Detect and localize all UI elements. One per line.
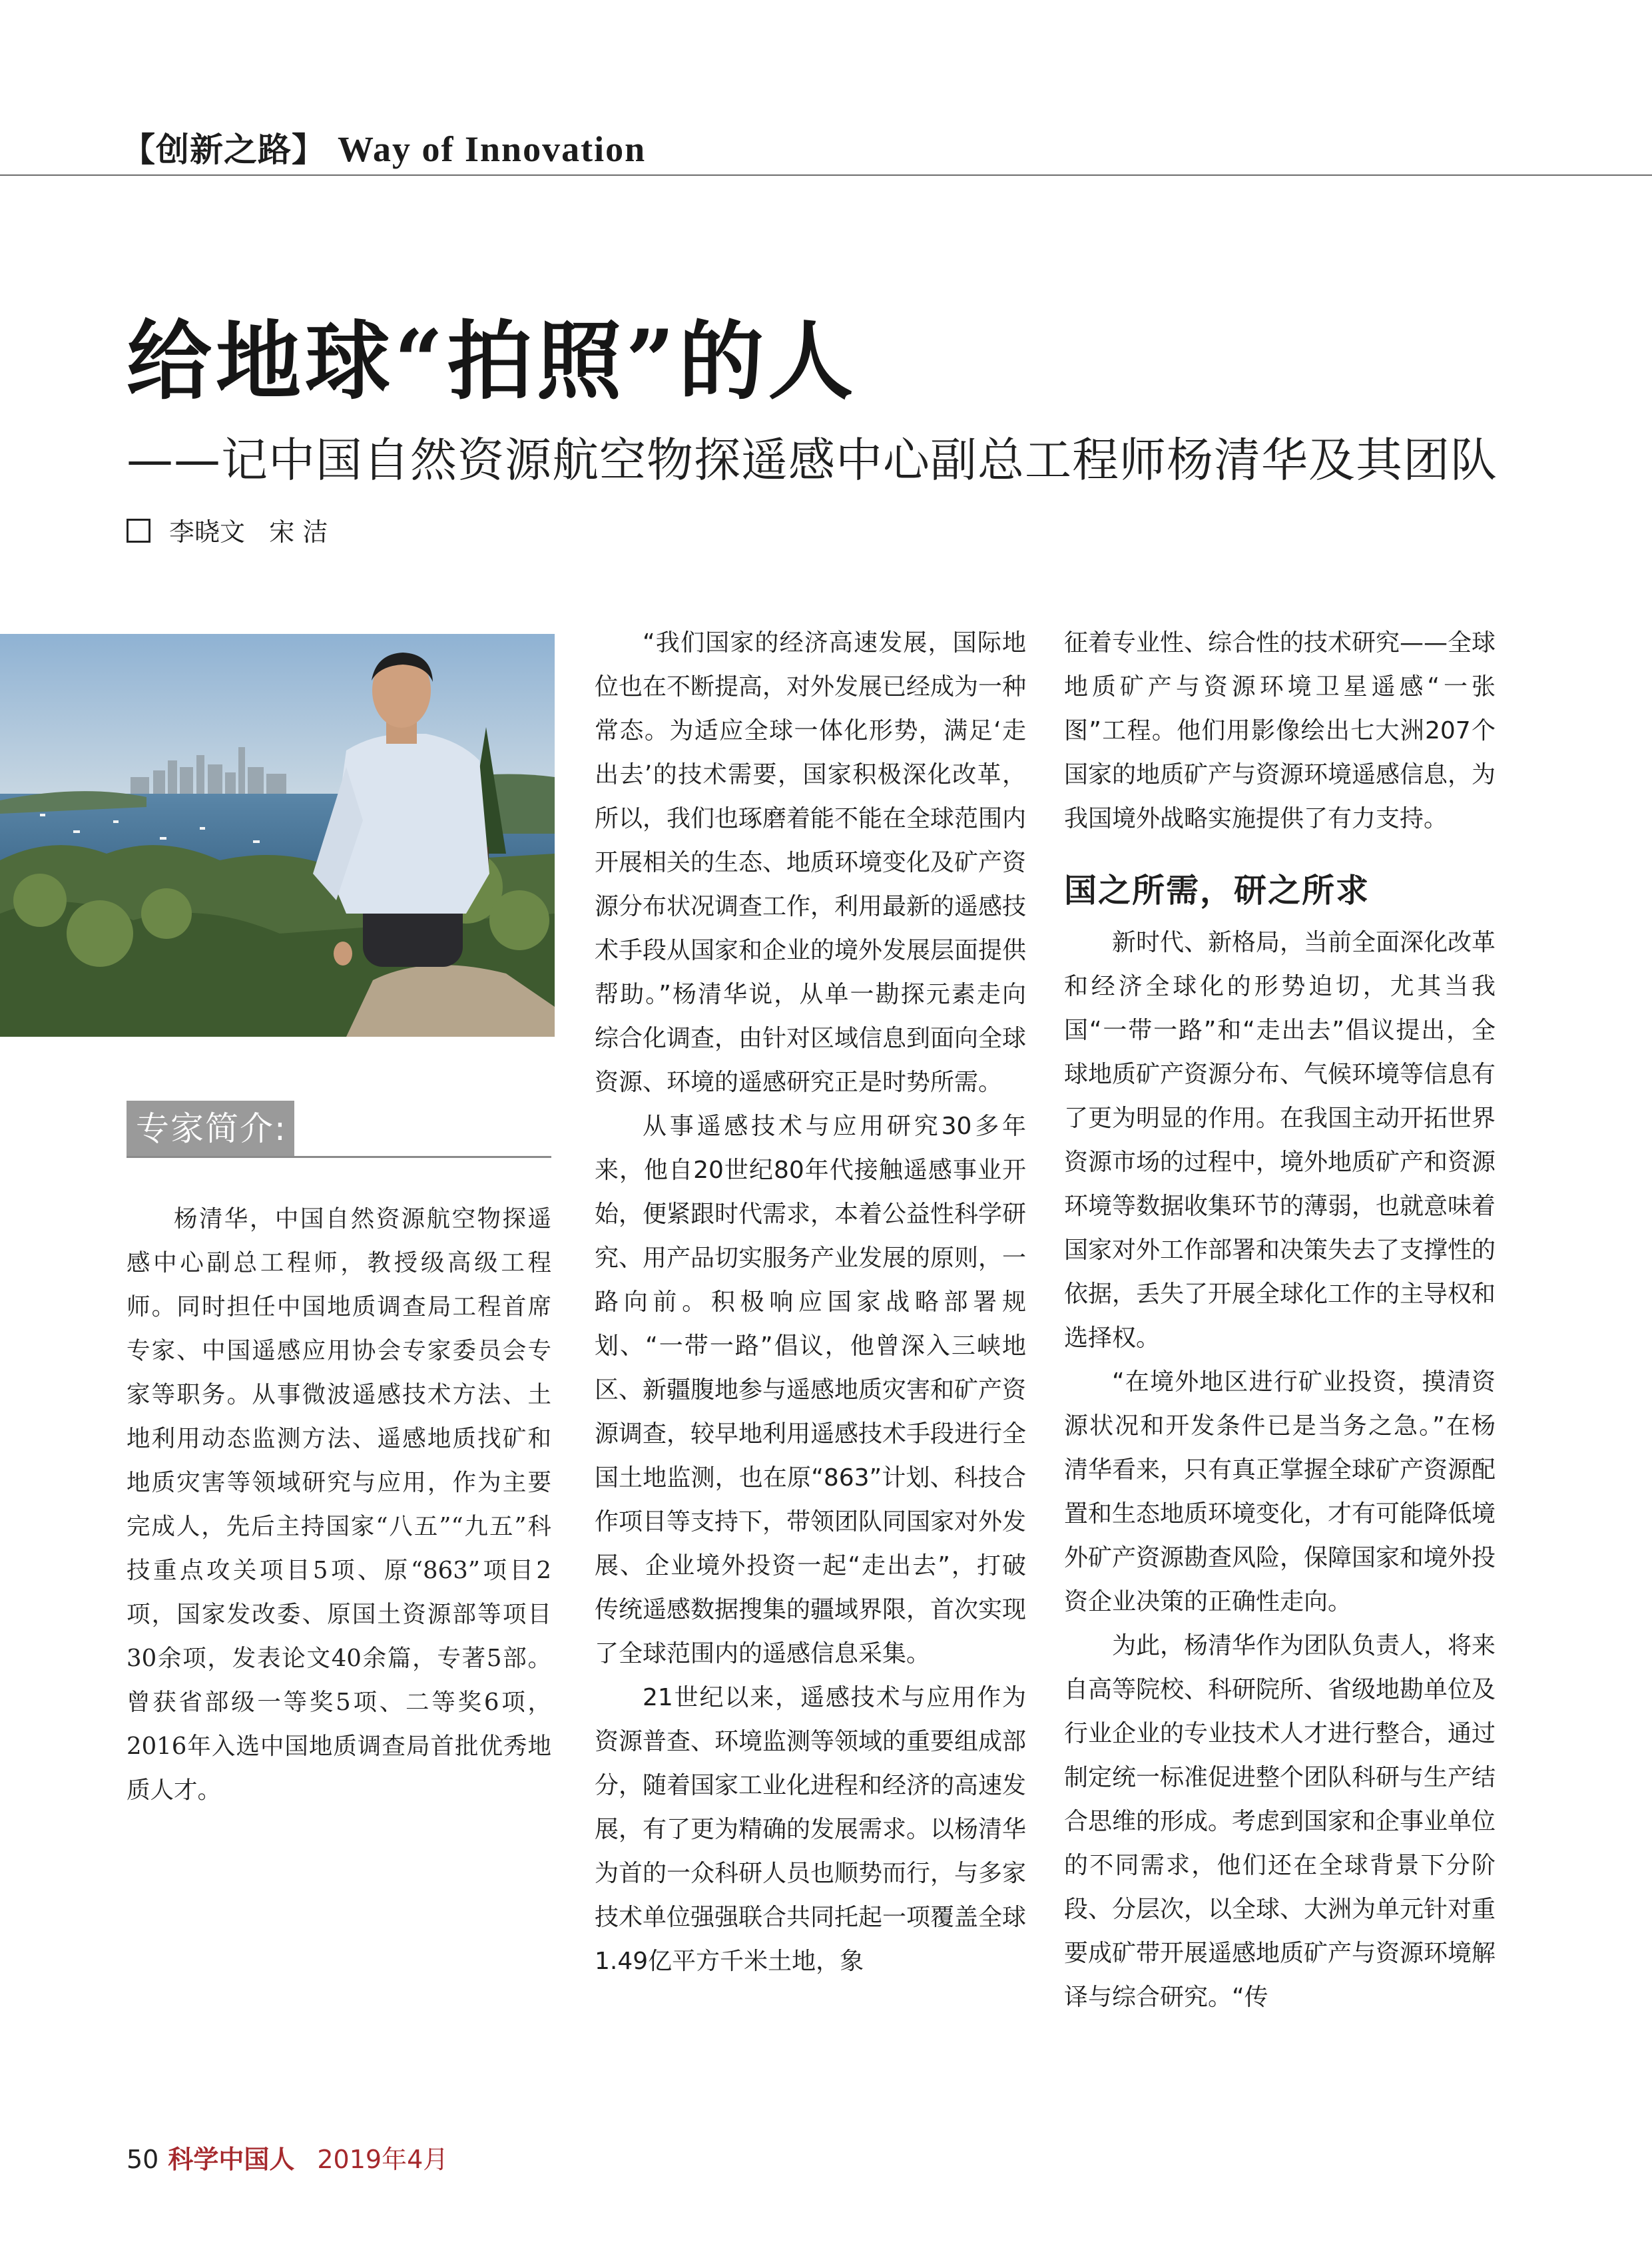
section-label-cn: 【创新之路】: [122, 130, 326, 169]
section-heading: 国之所需，研之所求: [1064, 872, 1370, 910]
expert-intro-divider: [127, 1156, 551, 1158]
paragraph: 21世纪以来，遥感技术与应用作为资源普查、环境监测等领域的重要组成部分，随着国家工业化进程和经济的高速发展，有了更为精确的发展需求。以杨清华为首的一众科研人员也顺势而行，与多家技术单位强强联合共同托起一项覆盖全球1.49亿平方千米土地，象: [595, 1684, 1027, 1975]
article-column-middle: [595, 621, 1026, 1984]
author-names: 李晓文 宋 洁: [169, 517, 328, 547]
paragraph-continued: 征着专业性、综合性的技术研究——全球地质矿产与资源环境卫星遥感“一张图”工程。他们用影像绘出七大洲207个国家的地质矿产与资源环境遥感信息，为我国境外战略实施提供了有力支持。: [1064, 629, 1496, 832]
header-divider: [0, 174, 1652, 176]
byline: [127, 511, 328, 548]
issue-date: 2019年4月: [317, 2145, 449, 2174]
paragraph: 新时代、新格局，当前全面深化改革和经济全球化的形势迫切，尤其当我国“一带一路”和“走出去”倡议提出，全球地质矿产资源分布、气候环境等信息有了更为明显的作用。在我国主动开拓世界资源市场的过程中，境外地质矿产和资源环境等数据收集环节的薄弱，也就意味着国家对外工作部署和决策失去了支撑性的依据，丢失了开展全球化工作的主导权和选择权。: [1064, 929, 1496, 1352]
checkbox-icon: [127, 519, 150, 543]
article-subtitle: ——记中国自然资源航空物探遥感中心副总工程师杨清华及其团队: [127, 433, 1498, 487]
photo-illustration: [0, 634, 555, 1037]
section-label-en: Way of Innovation: [338, 129, 647, 169]
article-column-right: [1064, 621, 1496, 2020]
publication-name: 科学中国人: [168, 2145, 295, 2174]
paragraph: “在境外地区进行矿业投资，摸清资源状况和开发条件已是当务之急。”在杨清华看来，只有真正掌握全球矿产资源配置和生态地质环境变化，才有可能降低境外矿产资源勘查风险，保障国家和境外投资企业决策的正确性走向。: [1064, 1368, 1496, 1615]
paragraph: “我们国家的经济高速发展，国际地位也在不断提高，对外发展已经成为一种常态。为适应全球一体化形势，满足‘走出去’的技术需要，国家积极深化改革，所以，我们也琢磨着能不能在全球范围内开展相关的生态、地质环境变化及矿产资源分布状况调查工作，利用最新的遥感技术手段从国家和企业的境外发展层面提供帮助。”杨清华说，从单一勘探元素走向综合化调查，由针对区域信息到面向全球资源、环境的遥感研究正是时势所需。: [595, 629, 1027, 1096]
expert-intro-body: [127, 1197, 551, 1813]
section-label: [122, 123, 646, 171]
page-number: 50: [127, 2145, 159, 2174]
expert-intro-tab: 专家简介:: [127, 1101, 294, 1157]
article-title: 给地球“拍照”的人: [127, 312, 858, 412]
expert-intro-paragraph: 杨清华，中国自然资源航空物探遥感中心副总工程师，教授级高级工程师。同时担任中国地质调查局工程首席专家、中国遥感应用协会专家委员会专家等职务。从事微波遥感技术方法、土地利用动态监测方法、遥感地质找矿和地质灾害等领域研究与应用，作为主要完成人，先后主持国家“八五”“九五”科技重点攻关项目5项、原“863”项目2项，国家发改委、原国土资源部等项目30余项，发表论文40余篇，专著5部。曾获省部级一等奖5项、二等奖6项，2016年入选中国地质调查局首批优秀地质人才。: [127, 1205, 551, 1804]
portrait-photo: [0, 634, 555, 1037]
paragraph: 从事遥感技术与应用研究30多年来，他自20世纪80年代接触遥感事业开始，便紧跟时代需求，本着公益性科学研究、用产品切实服务产业发展的原则，一路向前。积极响应国家战略部署规划、“一带一路”倡议，他曾深入三峡地区、新疆腹地参与遥感地质灾害和矿产资源调查，较早地利用遥感技术手段进行全国土地监测，也在原“863”计划、科技合作项目等支持下，带领团队同国家对外发展、企业境外投资一起“走出去”，打破传统遥感数据搜集的疆域界限，首次实现了全球范围内的遥感信息采集。: [595, 1113, 1027, 1667]
paragraph: 为此，杨清华作为团队负责人，将来自高等院校、科研院所、省级地勘单位及行业企业的专业技术人才进行整合，通过制定统一标准促进整个团队科研与生产结合思维的形成。考虑到国家和企事业单位的不同需求，他们还在全球背景下分阶段、分层次，以全球、大洲为单元针对重要成矿带开展遥感地质矿产与资源环境解译与综合研究。“传: [1064, 1632, 1496, 2011]
page-footer: [127, 2139, 448, 2175]
